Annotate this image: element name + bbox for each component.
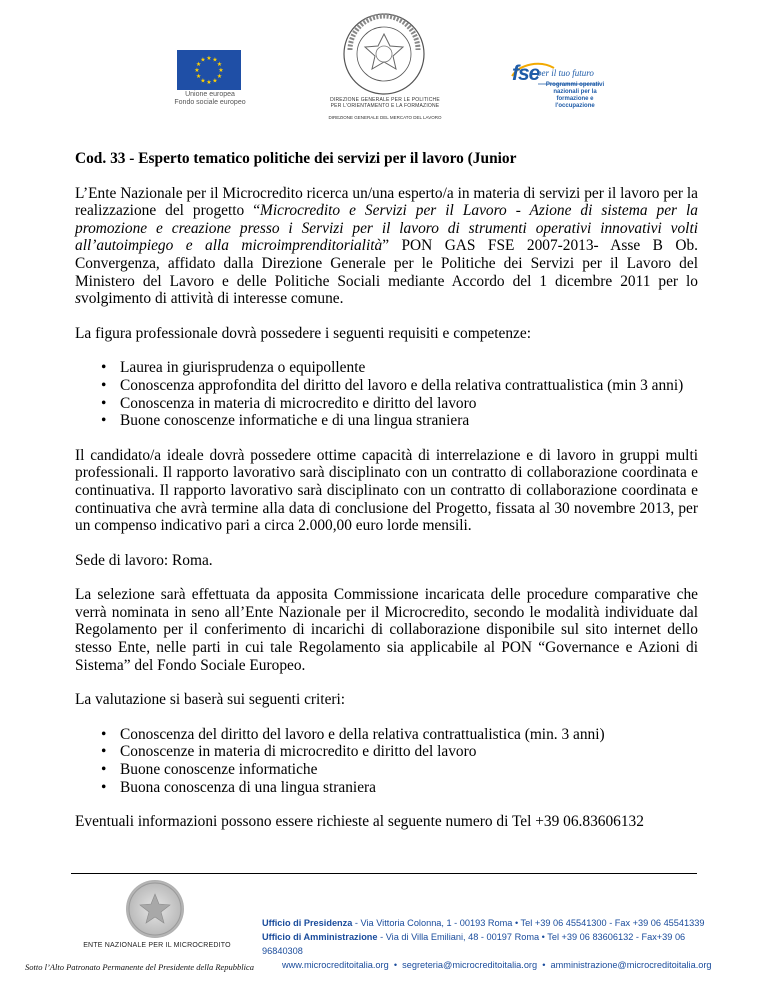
svg-text:★: ★ [206, 79, 212, 86]
criteria-list [75, 726, 698, 796]
criteria-item: • Conoscenze in materia di microcredito e diritto del lavoro [75, 743, 698, 761]
website-link[interactable]: www.microcreditoitalia.org [282, 960, 389, 970]
intro-paragraph [75, 185, 698, 308]
intro-text-2: ” PON GAS FSE 2007-2013- Asse B Ob. Convergenza, affidato dalla Direzione Generale per le Politiche dei Servizi per il Lavoro del Ministero del Lavoro e delle Politiche Sociali mediante Accordo del 1 dicembre 2011 per lo [75, 237, 698, 290]
requirements-intro: La figura professionale dovrà possedere i seguenti requisiti e competenze: [75, 324, 531, 342]
eu-flag-logo [177, 50, 241, 90]
segreteria-email-link[interactable]: segreteria@microcreditoitalia.org [402, 960, 538, 970]
presidenza-label: Ufficio di Presidenza [262, 918, 353, 928]
svg-text:★: ★ [216, 61, 223, 68]
document-body [75, 150, 698, 831]
requirement-item: • Laurea in giurisprudenza o equipollente [75, 359, 698, 377]
amministrazione-text: - Via di Villa Emiliani, 48 - 00197 Roma • Tel +39 06 83606132 - Fax+39 06 96840308 [262, 932, 686, 956]
ente-seal-logo [126, 880, 184, 938]
ministry-caption-line1: DIREZIONE GENERALE PER LE POLITICHE [330, 97, 440, 103]
separator: • [393, 960, 398, 970]
ministry-caption-line3: DIREZIONE GENERALE DEL MERCATO DEL LAVORO [328, 115, 442, 120]
svg-text:★: ★ [216, 73, 223, 80]
requirements-list [75, 359, 698, 429]
eu-caption-line2: Fondo sociale europeo [174, 99, 246, 106]
criteria-item: • Buona conoscenza di una lingua straniera [75, 779, 698, 797]
svg-text:★: ★ [212, 77, 218, 85]
criteria-intro: La valutazione si baserà sui seguenti criteri: [75, 691, 346, 709]
svg-text:★: ★ [206, 55, 212, 62]
svg-text:★: ★ [194, 67, 200, 74]
intro-text-3: volgimento di attività di interesse comune. [81, 290, 344, 308]
amministrazione-label: Ufficio di Amministrazione [262, 932, 378, 942]
amministrazione-line [262, 930, 722, 958]
svg-text:★: ★ [200, 77, 206, 85]
footer-divider [71, 873, 697, 874]
fse-caption: Programmi operativi nazionali per la formazione e l'occupazione [545, 82, 605, 109]
svg-text:★: ★ [200, 56, 206, 64]
eu-caption [168, 91, 252, 107]
requirement-item: • Conoscenza in materia di microcredito e diritto del lavoro [75, 395, 698, 413]
project-title: Microcredito e Servizi per il Lavoro - Azione di sistema per la promozione e creazione presso i Servizi per il lavoro di strumenti operativi innovativi volti all’autoimpiego e alla microimprenditorialità [75, 202, 698, 255]
fse-wordmark: fse [512, 62, 540, 85]
svg-text:★: ★ [195, 61, 202, 68]
separator: • [542, 960, 546, 970]
web-line [262, 958, 722, 972]
candidate-paragraph: Il candidato/a ideale dovrà possedere ottime capacità di interrelazione e di lavoro in gruppi multi professionali. Il rapporto lavorativo sarà disciplinato con un contratto di collaborazione coordinata e continuativa. Il rapporto lavorativo sarà disciplinato con un contratto di collaborazione coordinata e continuativa che avrà termine alla data di conclusione del Progetto, fissata al 30 novembre 2013, per un compenso indicativo pari a circa 2.000,00 euro lorde mensili. [75, 446, 698, 535]
requirement-item: • Buone conoscenze informatiche e di una lingua straniera [75, 412, 698, 430]
presidenza-line [262, 916, 722, 930]
contact-line: Eventuali informazioni possono essere richieste al seguente numero di Tel +39 06.83606132 [75, 813, 644, 831]
footer-contacts [262, 916, 722, 972]
work-location: Sede di lavoro: Roma. [75, 551, 213, 569]
criteria-item: • Buone conoscenze informatiche [75, 761, 698, 779]
svg-text:★: ★ [212, 56, 218, 64]
presidenza-text: - Via Vittoria Colonna, 1 - 00193 Roma • Tel +39 06 45541300 - Fax +39 06 45541339 [352, 918, 705, 928]
amministrazione-email-link[interactable]: amministrazione@microcreditoitalia.org [550, 960, 712, 970]
ministry-caption [322, 97, 448, 109]
selection-paragraph: La selezione sarà effettuata da apposita Commissione incaricata delle procedure comparative che verrà nominata in seno all’Ente Nazionale per il Microcredito, secondo le modalità individuate dal Regolamento per il conferimento di incarichi di collaborazione disponibile sul sito internet dello stesso Ente, nelle parti in cui tale Regolamento sia applicabile al PON “Governance e Azioni di Sistema” del Fondo Sociale Europeo. [75, 586, 698, 674]
svg-text:★: ★ [195, 73, 202, 80]
ente-name: ENTE NAZIONALE PER IL MICROCREDITO [83, 942, 231, 949]
ministry-seal-logo [336, 10, 432, 98]
requirement-item: • Conoscenza approfondita del diritto del lavoro e della relativa contrattualistica (min 3 anni) [75, 377, 698, 395]
document-title: Cod. 33 - Esperto tematico politiche dei servizi per il lavoro (Junior [75, 150, 517, 167]
ministry-caption-line2: PER L'ORIENTAMENTO E LA FORMAZIONE [330, 103, 440, 109]
intro-text-1: L’Ente Nazionale per il Microcredito ricerca un/una esperto/a in materia di servizi per il lavoro per la realizzazione del progetto “ [75, 184, 698, 220]
eu-caption-line1: Unione europea [185, 91, 235, 98]
patronato-line: Sotto l’Alto Patronato Permanente del Presidente della Repubblica [25, 962, 255, 972]
intro-italic-s: s [75, 290, 81, 308]
criteria-item: • Conoscenza del diritto del lavoro e della relativa contrattualistica (min. 3 anni) [75, 726, 698, 744]
svg-text:★: ★ [218, 67, 224, 74]
eu-stars-icon [177, 50, 241, 90]
fse-tagline: per il tuo futuro [537, 68, 594, 78]
